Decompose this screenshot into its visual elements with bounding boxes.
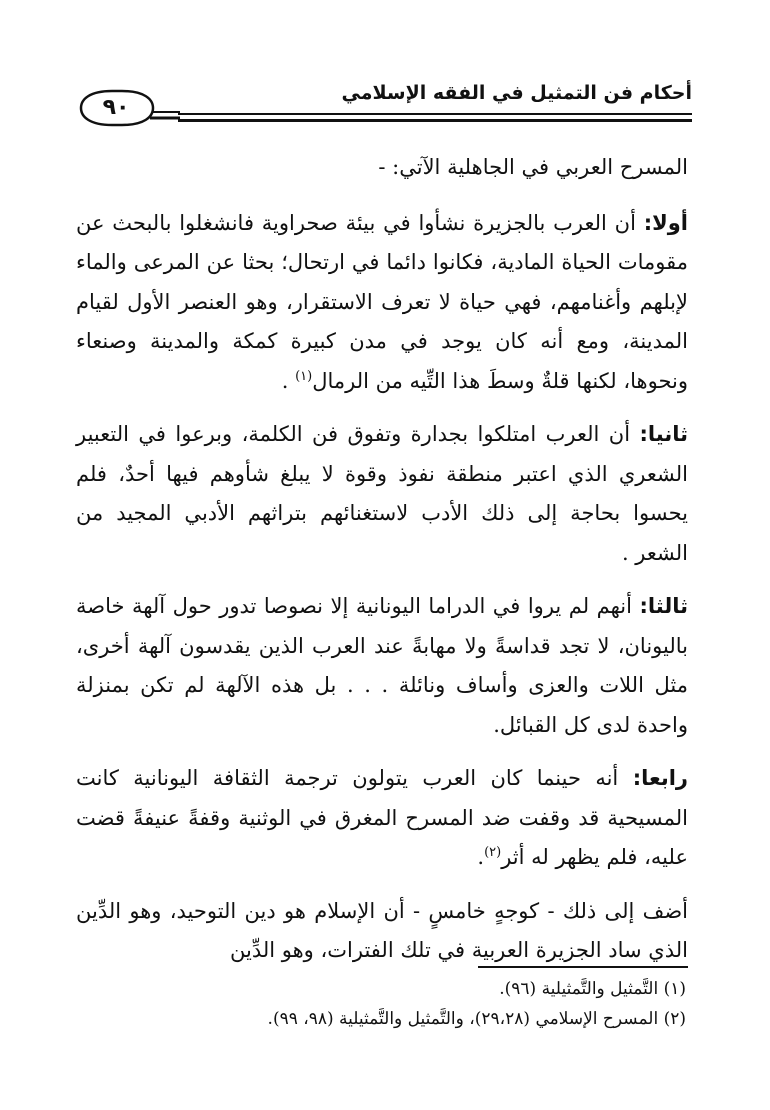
running-header bbox=[70, 68, 692, 128]
main-text bbox=[76, 148, 688, 985]
footnote-ref-1[interactable]: (١) bbox=[295, 368, 313, 384]
header-rule-thin bbox=[178, 113, 692, 115]
paragraph-fourth-text: أنه حينما كان العرب يتولون ترجمة الثقافة اليونانية كانت المسيحية قد وقفت ضد المسرح المغرق في الوثنية وقفةً عنيفةً قضت عليه، فلم يظهر له أثر bbox=[76, 766, 688, 869]
paragraph-fourth-lead: رابعا: bbox=[632, 766, 688, 790]
footnote-1: (١) التَّمثيل والتَّمثيلية (٩٦). bbox=[499, 979, 686, 999]
footnote-separator bbox=[478, 966, 688, 968]
intro-line bbox=[76, 148, 688, 188]
paragraph-first-end: . bbox=[281, 368, 296, 393]
page-number: ٩٠ bbox=[102, 95, 130, 120]
paragraph-fourth bbox=[76, 759, 688, 878]
book-title: أحكام فن التمثيل في الفقه الإسلامي bbox=[341, 82, 692, 104]
intro-text: المسرح العربي في الجاهلية الآتي: - bbox=[378, 155, 688, 179]
paragraph-first-text: أن العرب بالجزيرة نشأوا في بيئة صحراوية فانشغلوا بالبحث عن مقومات الحياة المادية، فكانوا دائما في ارتحال؛ بحثا عن المرعى والماء لإبلهم وأغنامهم، فهي حياة لا تعرف الاستقرار، وهو العنصر الأول لقيام المدينة، ومع أنه كان يوجد في مدن كبيرة كمكة والمدينة وصنعاء ونحوها، لكنها قلةٌ وسطَ هذا التِّيه من الرمال bbox=[76, 210, 688, 393]
paragraph-third bbox=[76, 587, 688, 745]
paragraph-second-lead: ثانيا: bbox=[639, 422, 688, 446]
footnotes bbox=[86, 974, 686, 1034]
paragraph-fifth bbox=[76, 892, 688, 971]
paragraph-fourth-end: . bbox=[477, 845, 485, 869]
paragraph-third-text: أنهم لم يروا في الدراما اليونانية إلا نصوصا تدور حول آلهة خاصة باليونان، لا تجد قداسةً ولا مهابةً عند العرب الذين يقدسون آلهة أخرى، مثل اللات والعزى وأساف ونائلة . . . بل هذه الآلهة لم تكن بمنزلة واحدة لدى كل القبائل. bbox=[76, 594, 688, 737]
footnote-2: (٢) المسرح الإسلامي (٢٩،٢٨)، والتَّمثيل والتَّمثيلية (٩٨، ٩٩). bbox=[267, 1009, 686, 1029]
paragraph-first bbox=[76, 204, 688, 402]
paragraph-fifth-text: أضف إلى ذلك - كوجهٍ خامسٍ - أن الإسلام هو دين التوحيد، وهو الدِّين الذي ساد الجزيرة العربية في تلك الفترات، وهو الدِّين bbox=[76, 898, 688, 962]
footnote-ref-2[interactable]: (٢) bbox=[484, 845, 502, 860]
paragraph-third-lead: ثالثا: bbox=[639, 594, 688, 618]
header-rule-thick bbox=[178, 119, 692, 122]
paragraph-second-text: أن العرب امتلكوا بجدارة وتفوق فن الكلمة، وبرعوا في التعبير الشعري الذي اعتبر منطقة نفوذ وقوة لا يبلغ شأوهم فيها أحدٌ، فلم يحسوا بحاجة إلى ذلك الأدب لاستغنائهم بتراثهم الأدبي المجيد من الشعر . bbox=[76, 422, 688, 565]
paragraph-first-lead: أولا: bbox=[643, 210, 688, 235]
page-number-badge bbox=[78, 88, 180, 128]
paragraph-second bbox=[76, 415, 688, 573]
